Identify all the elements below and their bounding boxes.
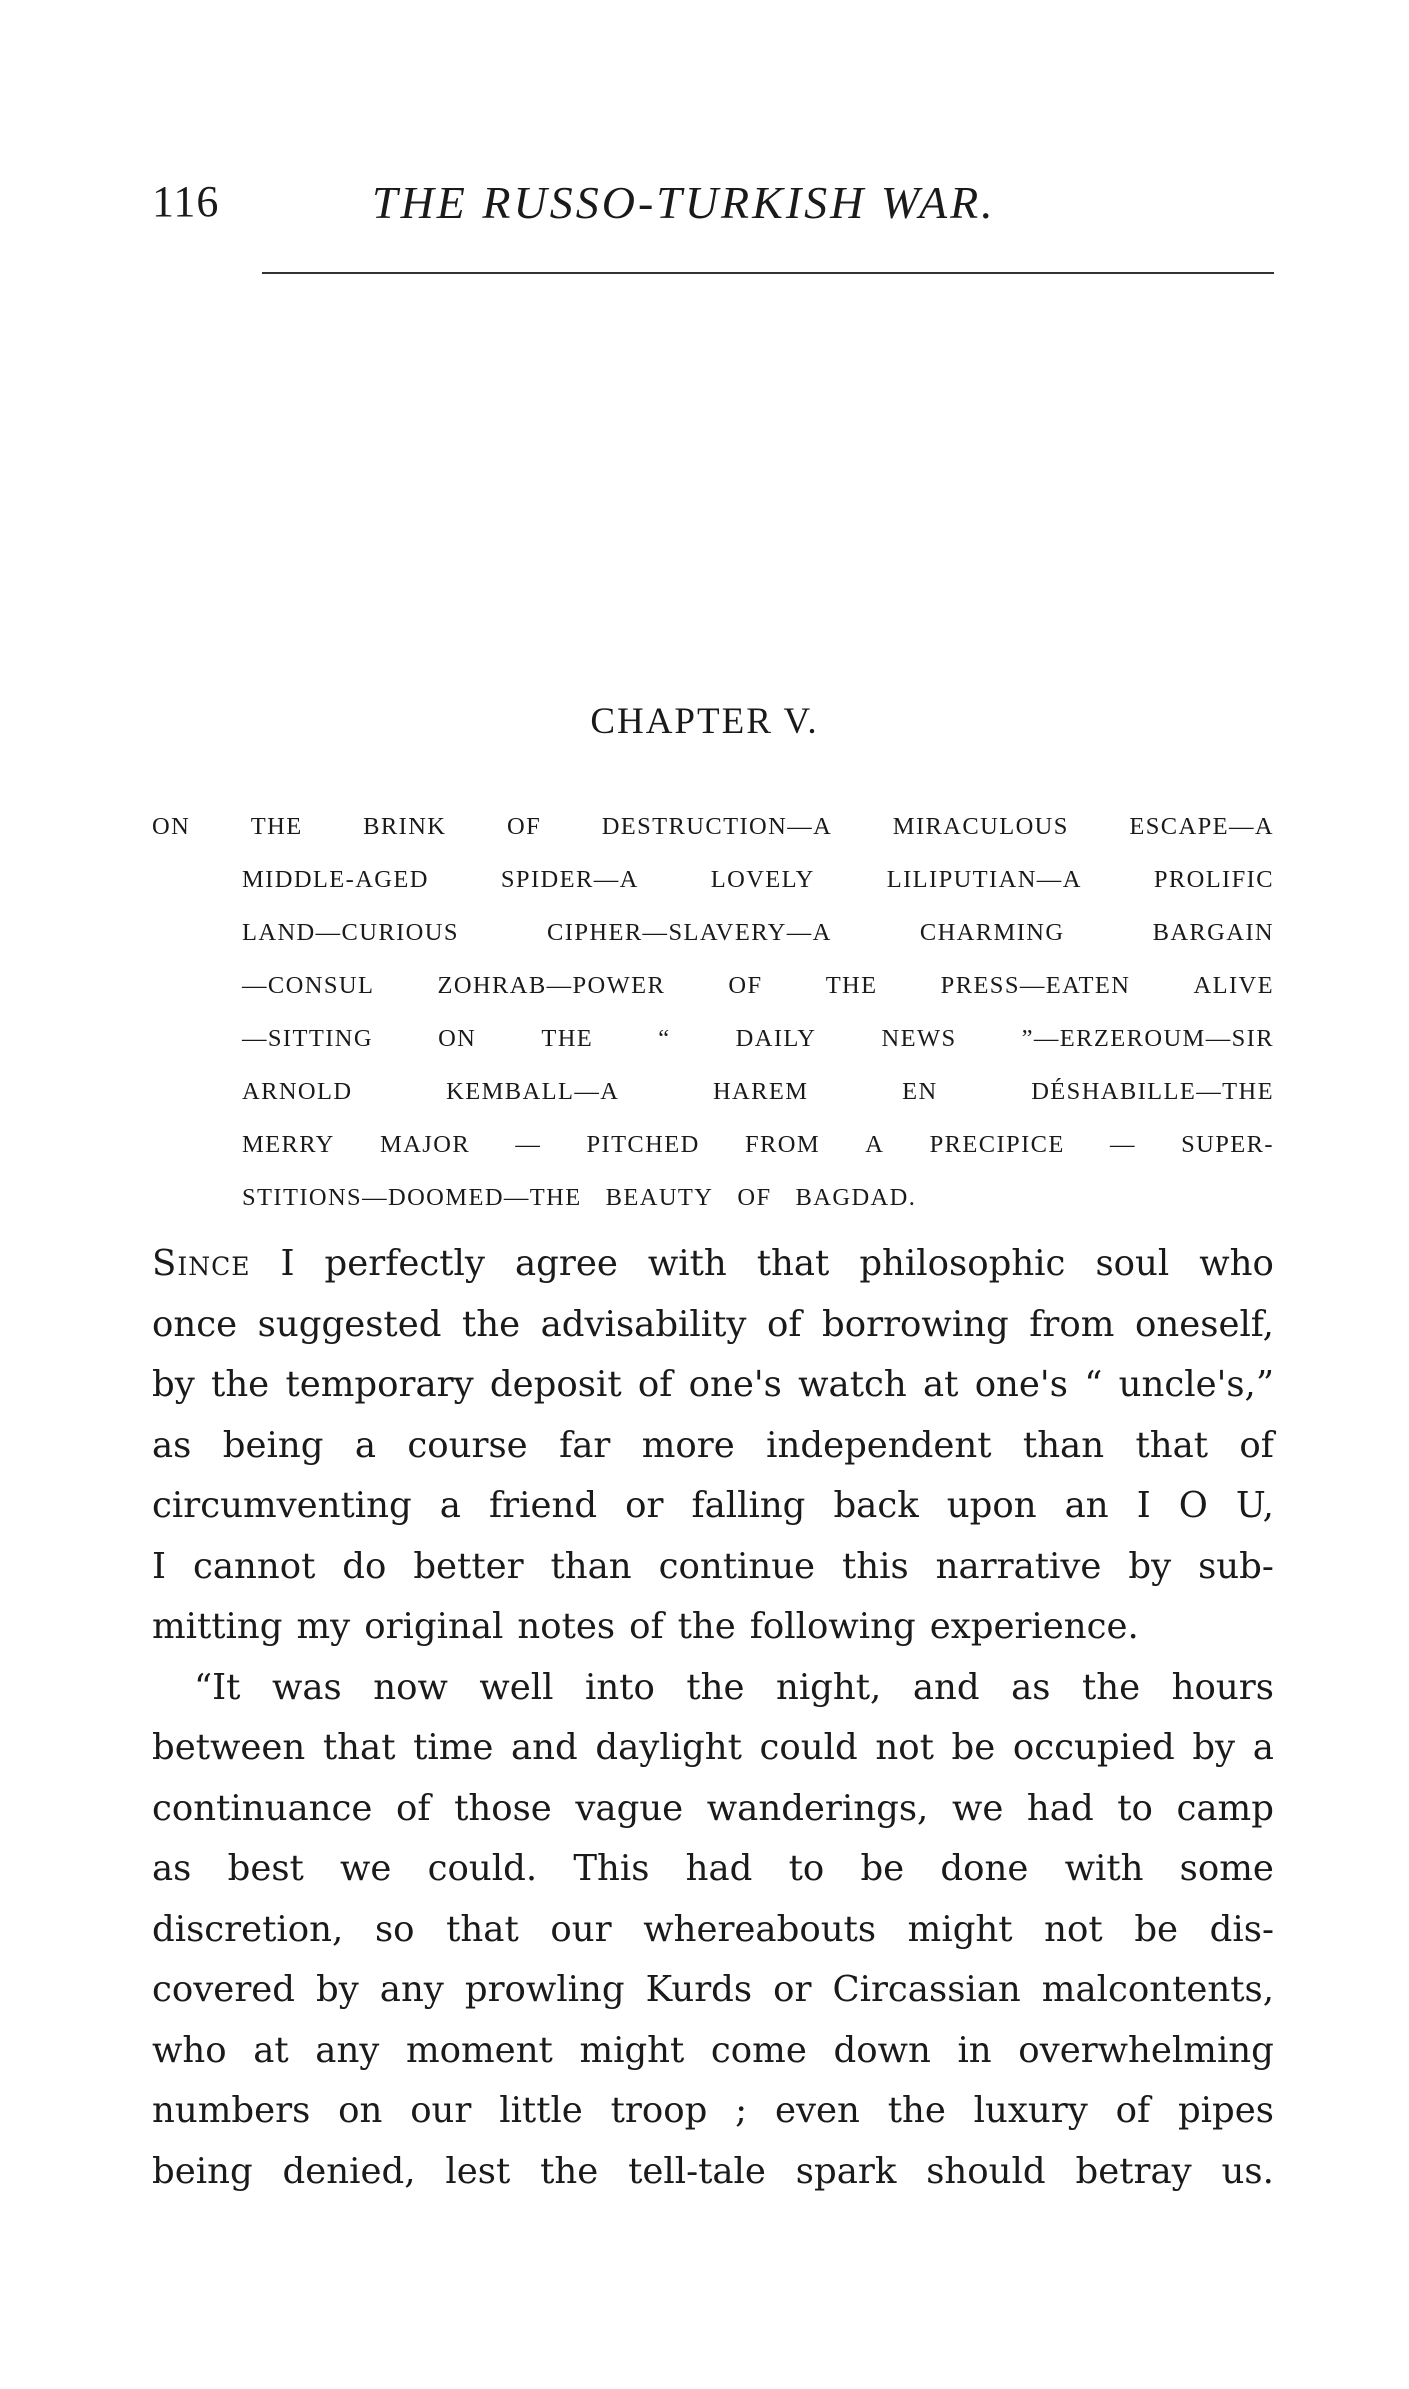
text-line: as being a course far more independent than that of — [152, 1424, 1274, 1466]
text-line: mitting my original notes of the following experience. — [152, 1606, 1139, 1647]
synopsis-line: —CONSUL ZOHRAB—POWER OF THE PRESS—EATEN ALIVE — [242, 972, 1274, 999]
synopsis-line: ON THE BRINK OF DESTRUCTION—A MIRACULOUS ESCAPE—A — [152, 813, 1274, 840]
synopsis-line: MERRY MAJOR — PITCHED FROM A PRECIPICE — SUPER- — [242, 1131, 1274, 1158]
text-line: circumventing a friend or falling back upon an I O U, — [152, 1485, 1274, 1526]
text-line: discretion, so that our whereabouts might not be dis- — [152, 1908, 1274, 1950]
text-line: once suggested the advisability of borrowing from oneself, — [152, 1303, 1274, 1345]
text-line: who at any moment might come down in overwhelming — [152, 2029, 1274, 2071]
page-number: 116 — [152, 177, 220, 226]
lead-word: Since — [152, 1243, 251, 1284]
text-line: continuance of those vague wanderings, we had to camp — [152, 1787, 1274, 1829]
synopsis-line: —SITTING ON THE “ DAILY NEWS ”—ERZEROUM—SIR — [242, 1025, 1274, 1052]
synopsis-line: STITIONS—DOOMED—THE BEAUTY OF BAGDAD. — [242, 1184, 917, 1211]
header-rule — [262, 272, 1274, 274]
text-line: I cannot do better than continue this narrative by sub- — [152, 1545, 1274, 1587]
text-line: numbers on our little troop ; even the luxury of pipes — [152, 2090, 1274, 2131]
text-line: “It was now well into the night, and as the hours — [194, 1666, 1274, 1708]
running-title: THE RUSSO-TURKISH WAR. — [372, 177, 996, 228]
text-line: covered by any prowling Kurds or Circassian malcontents, — [152, 1969, 1274, 2010]
text-line: being denied, lest the tell-tale spark should betray us. — [152, 2150, 1274, 2192]
text-line: between that time and daylight could not be occupied by a — [152, 1727, 1274, 1768]
body-text — [152, 1234, 1274, 2202]
text-line: Since I perfectly agree with that philosophic soul who — [152, 1234, 1274, 1295]
synopsis-line: MIDDLE-AGED SPIDER—A LOVELY LILIPUTIAN—A PROLIFIC — [242, 866, 1274, 893]
synopsis-line: LAND—CURIOUS CIPHER—SLAVERY—A CHARMING BARGAIN — [242, 919, 1274, 946]
chapter-synopsis — [152, 800, 1274, 1224]
chapter-title: CHAPTER V. — [590, 701, 819, 742]
running-head — [152, 176, 1272, 236]
text-line: as best we could. This had to be done with some — [152, 1848, 1274, 1889]
synopsis-line: ARNOLD KEMBALL—A HAREM EN DÉSHABILLE—THE — [242, 1078, 1274, 1105]
text-line: by the temporary deposit of one's watch at one's “ uncle's,” — [152, 1364, 1274, 1405]
